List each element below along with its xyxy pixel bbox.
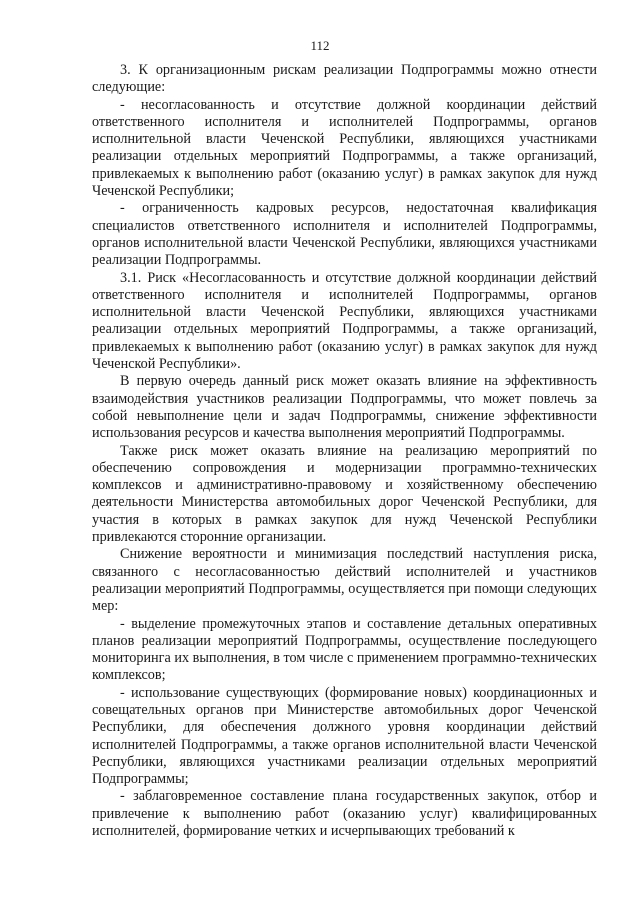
paragraph-risk-3-1-title: 3.1. Риск «Несогласованность и отсутствие должной координации действий ответственного исполнителя и исполнителей Подпрограммы, органов исполнительной власти Чеченской Республики, являющихся участниками реализации отдельных мероприятий Подпрограммы, а также организаций, привлекаемых к выполнению работ (оказанию услуг) в рамках закупок для нужд Чеченской Республики». [92,269,597,373]
paragraph-mitigation-item-councils: - использование существующих (формирование новых) координационных и совещательных органов при Министерстве автомобильных дорог Чеченской Республики, для обеспечения должного уровня координации действий исполнителей Подпрограммы, а также органов исполнительной власти Чеченской Республики, являющихся участниками реализации отдельных мероприятий Подпрограммы; [92,684,597,788]
paragraph-risk-influence: В первую очередь данный риск может оказать влияние на эффективность взаимодействия участников реализации Подпрограммы, что может повлечь за собой невыполнение цели и задач Подпрограммы, снижение эффективности использования ресурсов и качества выполнения мероприятий Подпрограммы. [92,373,597,442]
paragraph-risk-influence-measures: Также риск может оказать влияние на реализацию мероприятий по обеспечению сопровождения и модернизации программно-технических комплексов и административно-правовому и хозяйственному обеспечению деятельности Министерства автомобильных дорог Чеченской Республики, для участия в которых в рамках закупок для нужд Чеченской Республики привлекаются сторонние организации. [92,442,597,546]
paragraph-organizational-risks-intro: 3. К организационным рискам реализации Подпрограммы можно отнести следующие: [92,62,597,96]
page-number: 112 [310,38,330,53]
paragraph-risk-mitigation-intro: Снижение вероятности и минимизация последствий наступления риска, связанного с несогласованностью действий исполнителей и участников реализации мероприятий Подпрограммы, осуществляется при помощи следующих мер: [92,546,597,615]
paragraph-risk-item-staff: - ограниченность кадровых ресурсов, недостаточная квалификация специалистов ответственного исполнителя и исполнителей Подпрограммы, органов исполнительной власти Чеченской Республики, являющихся участниками реализации Подпрограммы. [92,200,597,269]
paragraph-risk-item-coordination: - несогласованность и отсутствие должной координации действий ответственного исполнителя и исполнителей Подпрограммы, органов исполнительной власти Чеченской Республики, являющихся участниками реализации отдельных мероприятий Подпрограммы, а также организаций, привлекаемых к выполнению работ (оказанию услуг) в рамках закупок для нужд Чеченской Республики; [92,96,597,200]
paragraph-mitigation-item-procurement: - заблаговременное составление плана государственных закупок, отбор и привлечение к выполнению работ (оказанию услуг) квалифицированных исполнителей, формирование четких и исчерпывающих требований к [92,788,597,840]
page-body [92,62,597,840]
paragraph-mitigation-item-stages: - выделение промежуточных этапов и составление детальных оперативных планов реализации мероприятий Подпрограммы, осуществление последующего мониторинга их выполнения, в том числе с применением программно-технических комплексов; [92,615,597,684]
